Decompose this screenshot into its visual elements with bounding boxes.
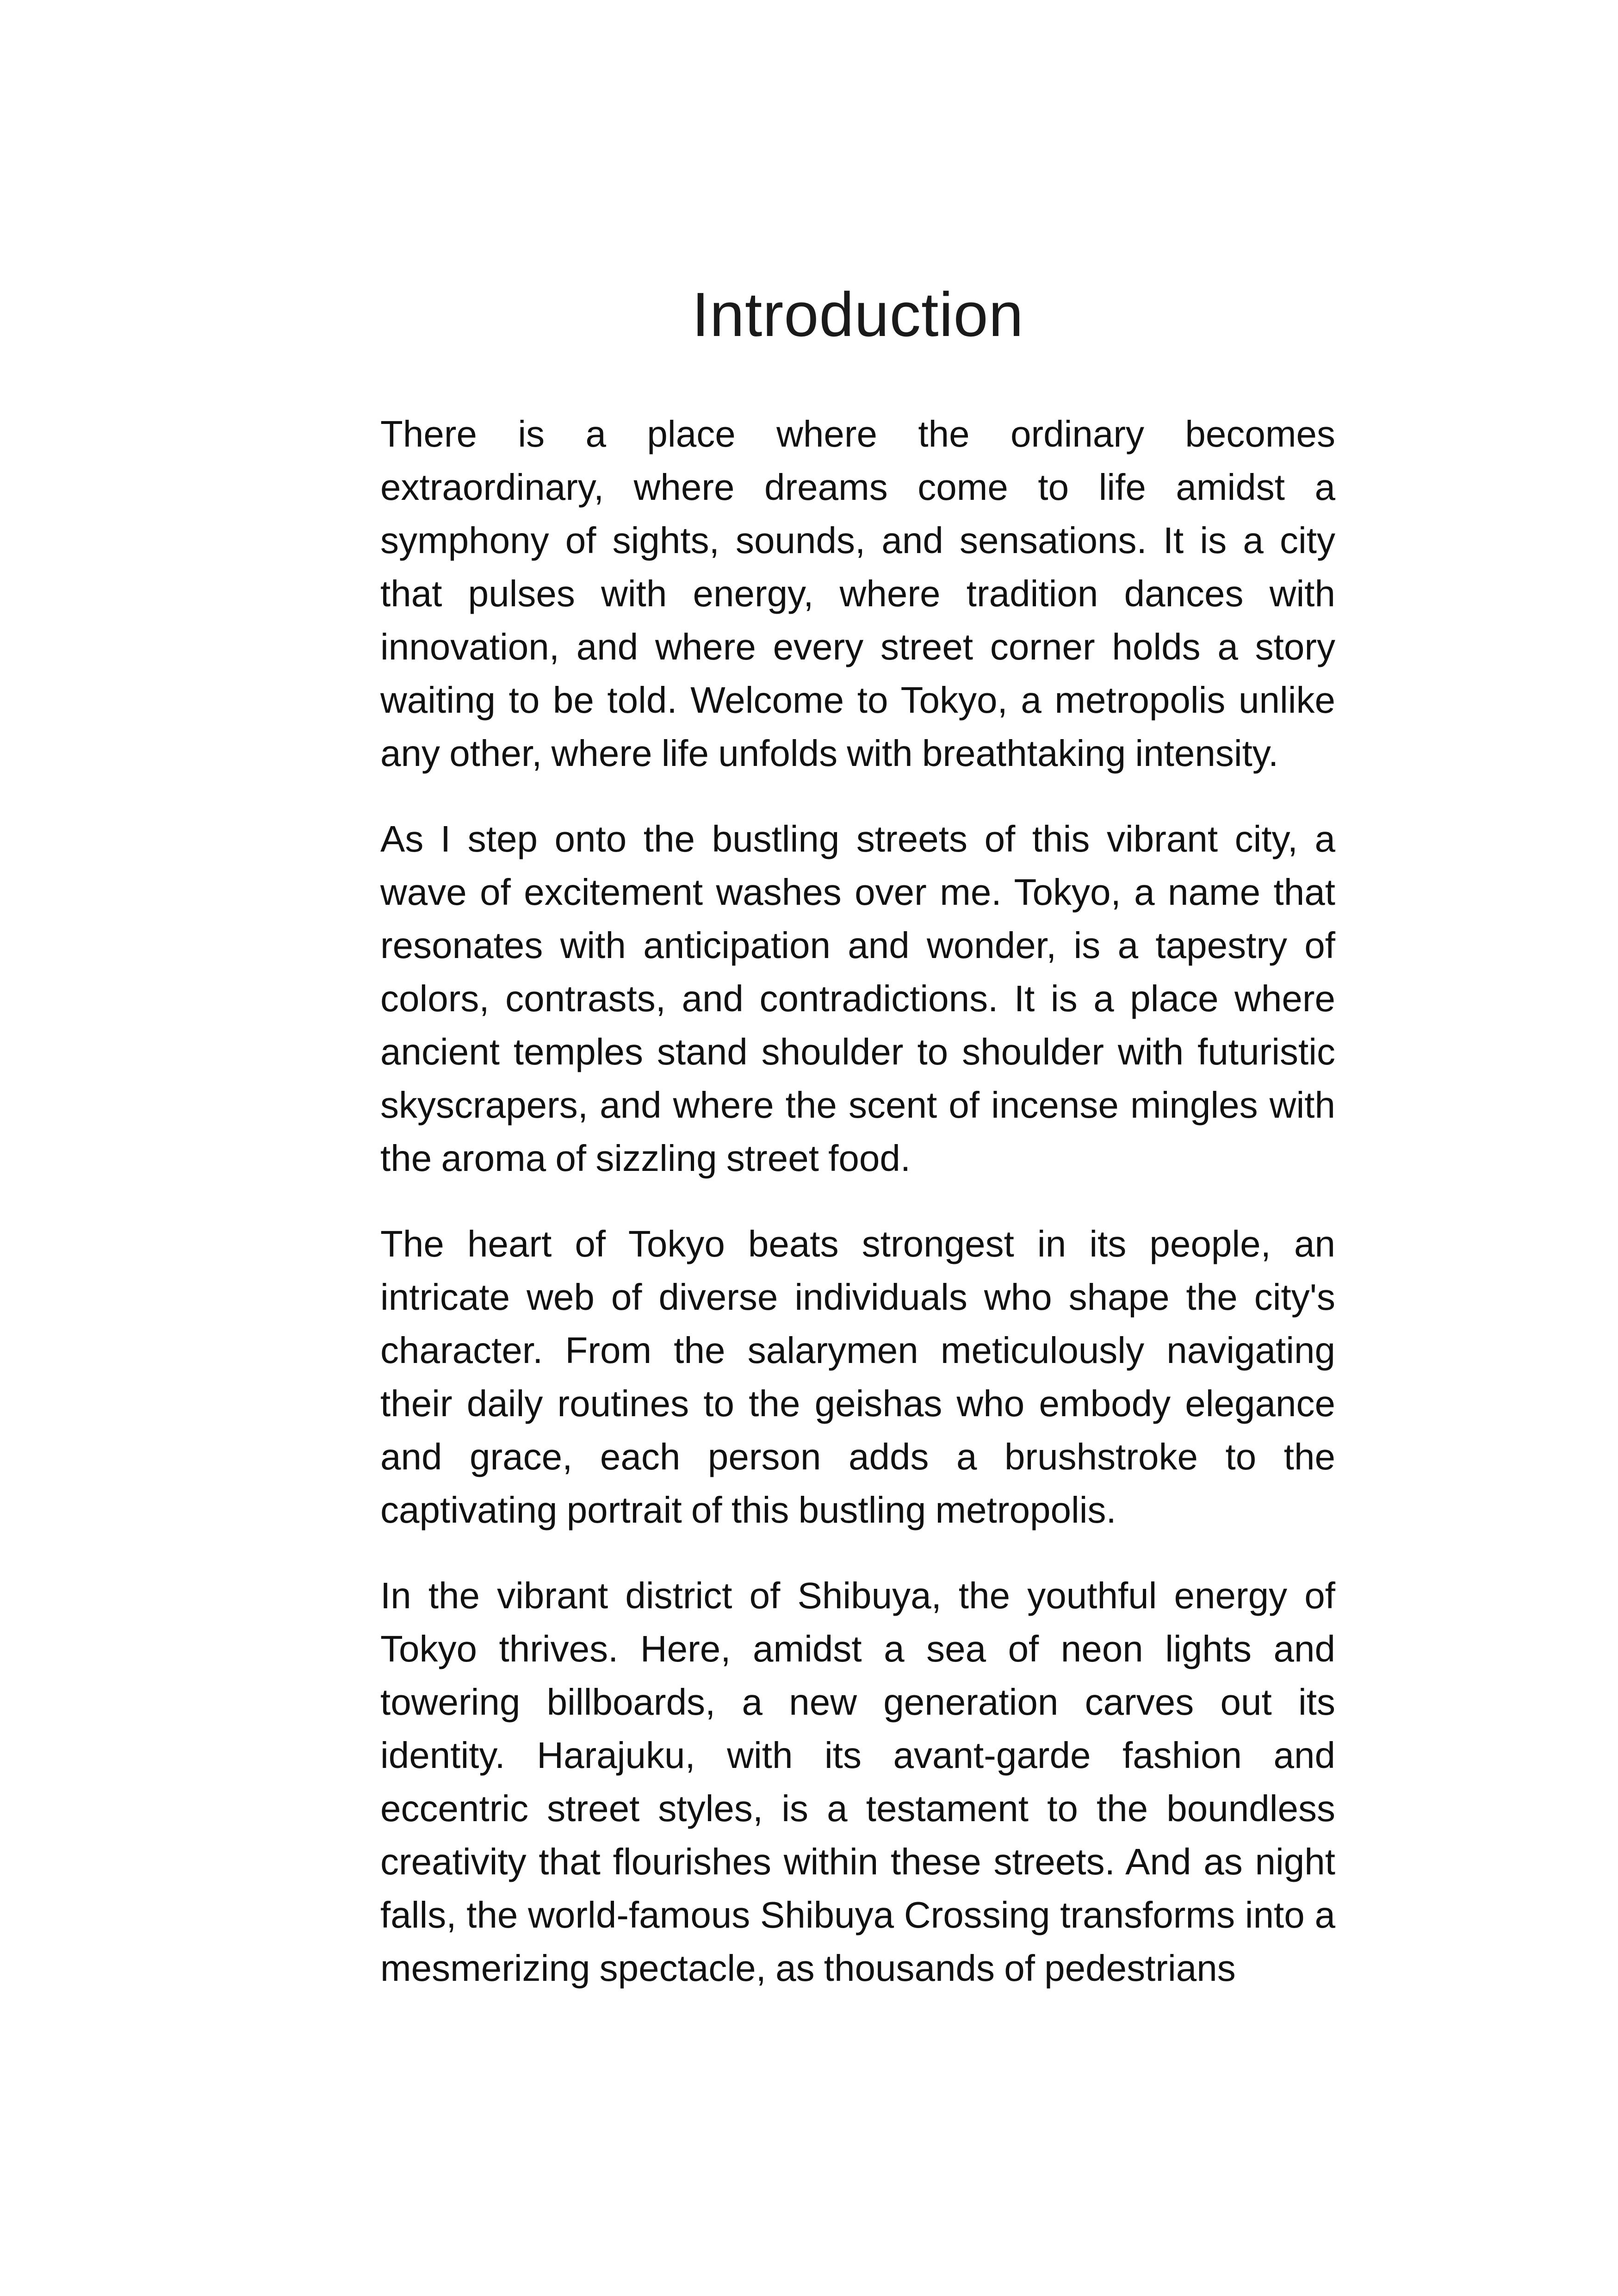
paragraph-2: As I step onto the bustling streets of this vibrant city, a wave of excitement washes over me. Tokyo, a name that resonates with anticipation and wonder, is a tapestry of colors, contrasts, and contradictions. It is a place where ancient temples stand shoulder to shoulder with futuristic skyscrapers, and where the scent of incense mingles with the aroma of sizzling street food.: [380, 818, 1335, 1179]
page-content: [380, 273, 1335, 1995]
page-title: Introduction: [692, 280, 1024, 349]
paragraph-4: In the vibrant district of Shibuya, the youthful energy of Tokyo thrives. Here, amidst a sea of neon lights and towering billboards, a new generation carves out its identity. Harajuku, with its avant-garde fashion and eccentric street styles, is a testament to the boundless creativity that flourishes within these streets. And as night falls, the world-famous Shibuya Crossing transforms into a mesmerizing spectacle, as thousands of pedestrians: [380, 1575, 1335, 1989]
paragraph-1: There is a place where the ordinary becomes extraordinary, where dreams come to life amidst a symphony of sights, sounds, and sensations. It is a city that pulses with energy, where tradition dances with innovation, and where every street corner holds a story waiting to be told. Welcome to Tokyo, a metropolis unlike any other, where life unfolds with breathtaking intensity.: [380, 413, 1335, 774]
paragraph-3: The heart of Tokyo beats strongest in its people, an intricate web of diverse individuals who shape the city's character. From the salarymen meticulously navigating their daily routines to the geishas who embody elegance and grace, each person adds a brushstroke to the captivating portrait of this bustling metropolis.: [380, 1223, 1335, 1531]
